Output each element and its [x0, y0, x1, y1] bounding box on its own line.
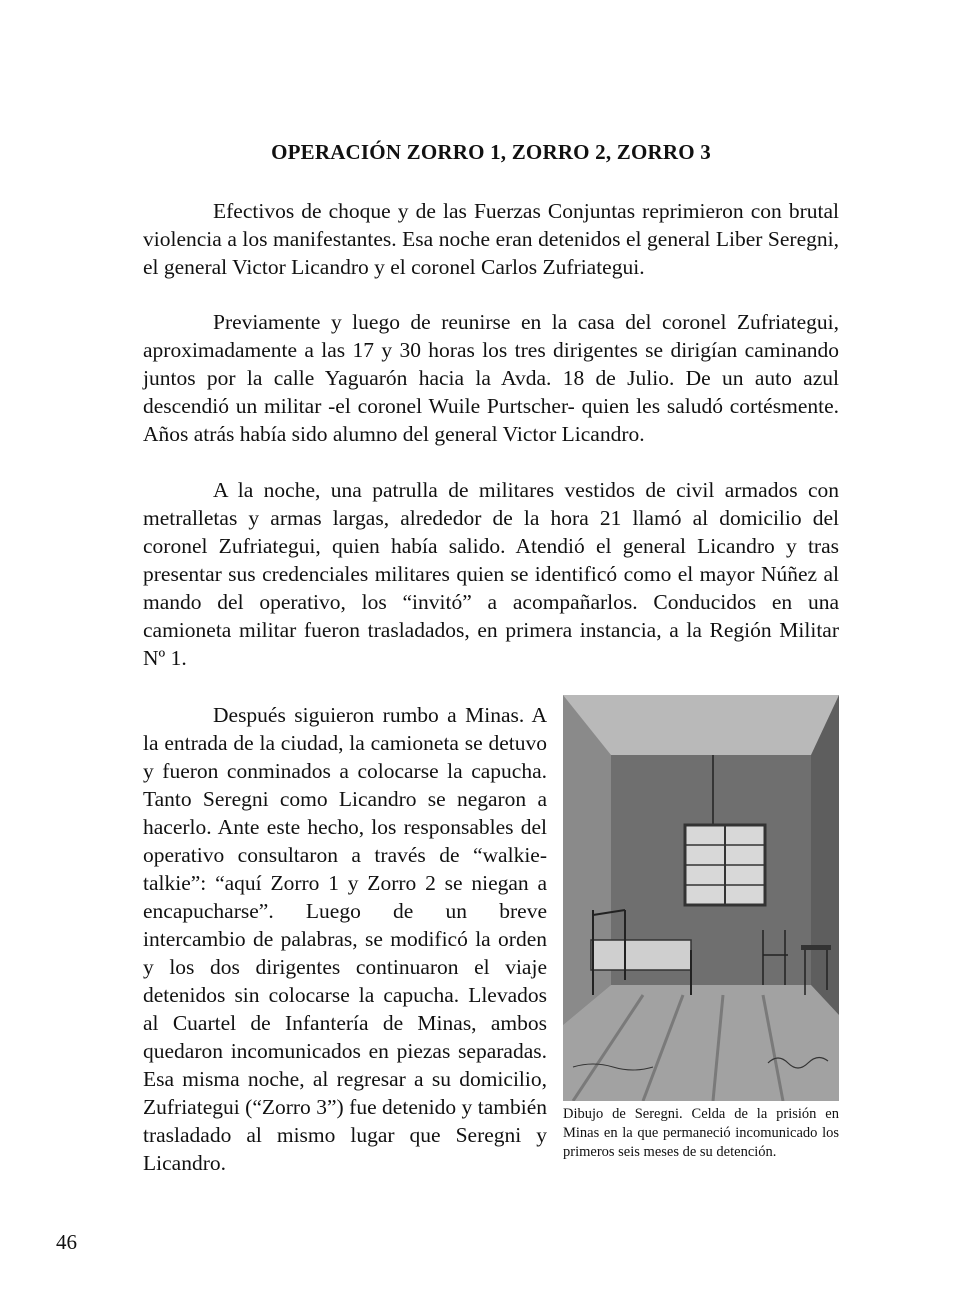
page-title: OPERACIÓN ZORRO 1, ZORRO 2, ZORRO 3	[271, 140, 711, 164]
paragraph-2: Previamente y luego de reunirse en la casa del coronel Zufriategui, aproximadamente a las 17 y 30 horas los tres dirigentes se dirigían caminando juntos por la calle Yaguarón hacia la Avda. 18 de Julio. De un auto azul descendió un militar -el coronel Wuile Purtscher- quien les saludó cortésmente. Años atrás había sido alumno del general Victor Licandro.	[143, 310, 839, 446]
page-number: 46	[56, 1230, 77, 1254]
paragraph-4: Después siguieron rumbo a Minas. A la entrada de la ciudad, la camioneta se detuvo y fueron conminados a colocarse la capucha. Tanto Seregni como Licandro se negaron a hacerlo. Ante este hecho, los responsables del operativo consultaron a través de “walkie-talkie”: “aquí Zorro 1 y Zorro 2 se niegan a encapucharse”. Luego de un breve intercambio de palabras, se modificó la orden y los dos dirigentes continuaron el viaje detenidos sin colocarse la capucha. Llevados al Cuartel de Infantería de Minas, ambos quedaron incomunicados en piezas separadas. Esa misma noche, al regresar a su domicilio, Zufriategui (“Zorro 3”) fue detenido y también trasladado al mismo lugar que Seregni y Licandro.	[143, 703, 547, 1175]
paragraph-3: A la noche, una patrulla de militares vestidos de civil armados con metralletas y armas largas, alrededor de la hora 21 llamó al domicilio del coronel Zufriategui, quien había salido. Atendió el general Licandro y tras presentar sus credenciales militares quien se identificó como el mayor Núñez al mando del operativo, los “invitó” a acompañarlos. Conducidos en una camioneta militar fueron trasladados, en primera instancia, a la Región Militar Nº 1.	[143, 478, 839, 670]
paragraph-1: Efectivos de choque y de las Fuerzas Conjuntas reprimieron con brutal violencia a los manifestantes. Esa noche eran detenidos el general Liber Seregni, el general Victor Licandro y el coronel Carlos Zufriategui.	[143, 199, 839, 279]
prison-cell-drawing	[563, 695, 839, 1101]
figure-caption: Dibujo de Seregni. Celda de la prisión en Minas en la que permaneció incomunicado los primeros seis meses de su detención.	[563, 1106, 839, 1160]
